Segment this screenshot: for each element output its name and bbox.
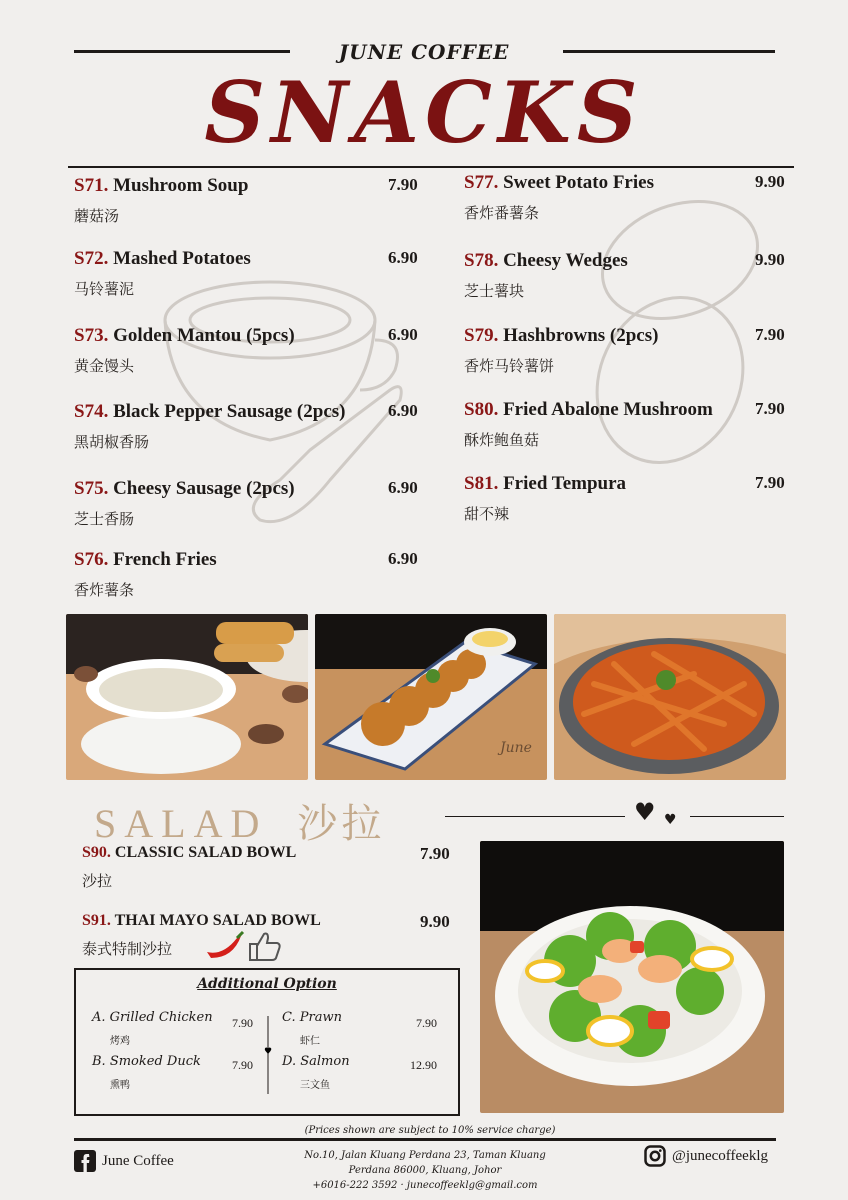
item-price: 6.90 (388, 325, 418, 344)
item-name-zh: 沙拉 (82, 872, 113, 890)
item-title (74, 175, 248, 197)
item-code: S76. (74, 549, 109, 570)
item-code: S91. (82, 912, 111, 929)
chili-icon (203, 930, 245, 964)
item-name-zh: 马铃薯泥 (74, 280, 135, 298)
title-rule (68, 166, 794, 168)
header-rule-right (563, 50, 775, 53)
thumbs-up-icon (248, 930, 282, 966)
item-name: Cheesy Wedges (503, 250, 628, 271)
option-zh: 三文鱼 (300, 1080, 330, 1091)
item-name: THAI MAYO SALAD BOWL (114, 912, 321, 929)
salad-heading (94, 792, 385, 849)
item-price: 7.90 (755, 325, 785, 344)
photo-thai-salad (480, 841, 784, 1113)
item-price: 9.90 (420, 912, 450, 931)
page-title: SNACKS (204, 63, 644, 162)
menu-item (464, 399, 785, 450)
facebook-icon (74, 1150, 96, 1172)
heart-small-icon: ♥ (664, 812, 677, 828)
contact-line: +6016-222 3592 · junecoffeeklg@gmail.com (312, 1180, 538, 1191)
option-zh: 烤鸡 (110, 1036, 130, 1047)
item-title (74, 401, 346, 423)
instagram-icon (644, 1145, 666, 1167)
item-name: Black Pepper Sausage (2pcs) (113, 401, 346, 422)
svg-text:♥: ♥ (264, 1047, 273, 1057)
instagram-link[interactable] (644, 1145, 768, 1167)
menu-item (74, 401, 418, 452)
item-code: S78. (464, 250, 499, 271)
service-charge-note: (Prices shown are subject to 10% service charge) (304, 1125, 556, 1136)
item-price: 9.90 (755, 250, 785, 269)
additional-options-box (74, 968, 460, 1116)
item-name: Sweet Potato Fries (503, 172, 654, 193)
item-title (74, 478, 295, 500)
salad-heading-en: SALAD (94, 801, 268, 846)
item-title (82, 844, 296, 862)
menu-item (74, 325, 418, 376)
item-name-zh: 甜不辣 (464, 505, 510, 523)
item-code: S72. (74, 248, 109, 269)
item-price: 7.90 (755, 399, 785, 418)
item-code: S75. (74, 478, 109, 499)
item-code: S90. (82, 844, 111, 861)
item-name-zh: 蘑菇汤 (74, 207, 120, 225)
menu-item (74, 175, 418, 226)
item-name-zh: 香炸马铃薯饼 (464, 357, 555, 375)
menu-item (464, 250, 785, 301)
item-price: 6.90 (388, 248, 418, 267)
item-name-zh: 香炸薯条 (74, 581, 135, 599)
item-title (464, 172, 654, 194)
item-price: 7.90 (755, 473, 785, 492)
options-divider (262, 1016, 274, 1094)
item-title (82, 912, 321, 930)
menu-item (82, 844, 450, 891)
item-title (74, 549, 217, 571)
item-name-zh: 酥炸鲍鱼菇 (464, 431, 540, 449)
item-title (74, 325, 295, 347)
photo-mushroom-soup (66, 614, 308, 780)
options-title: Additional Option (197, 976, 337, 992)
item-price: 7.90 (420, 844, 450, 863)
item-name-zh: 泰式特制沙拉 (82, 940, 173, 958)
menu-item (464, 473, 785, 524)
item-code: S81. (464, 473, 499, 494)
brand-text: JUNE COFFEE (338, 40, 510, 64)
item-name: Golden Mantou (5pcs) (113, 325, 295, 346)
item-price: 6.90 (388, 401, 418, 420)
salad-heading-zh: 沙拉 (297, 801, 386, 847)
item-name: French Fries (113, 549, 217, 570)
item-title (74, 248, 251, 270)
item-name-zh: 黄金馒头 (74, 357, 135, 375)
item-name: Mushroom Soup (113, 175, 249, 196)
option-price: 7.90 (416, 1016, 437, 1030)
option-name: A. Grilled Chicken (92, 1010, 213, 1025)
footer-rule (74, 1138, 776, 1141)
menu-item (82, 912, 450, 959)
option-price: 12.90 (410, 1058, 437, 1072)
item-code: S74. (74, 401, 109, 422)
item-price: 6.90 (388, 478, 418, 497)
item-code: S71. (74, 175, 109, 196)
salad-rule-left (445, 816, 625, 817)
item-name: Fried Abalone Mushroom (503, 399, 713, 420)
option-price: 7.90 (232, 1016, 253, 1030)
photo-watermark: June (500, 740, 532, 756)
instagram-handle: @junecoffeeklg (672, 1147, 768, 1164)
item-price: 7.90 (388, 175, 418, 194)
option-zh: 虾仁 (300, 1036, 320, 1047)
item-name: Hashbrowns (2pcs) (503, 325, 659, 346)
option-price: 7.90 (232, 1058, 253, 1072)
facebook-name: June Coffee (102, 1152, 174, 1169)
menu-item (464, 325, 785, 376)
item-title (464, 399, 713, 421)
address-line-2: Perdana 86000, Kluang, Johor (348, 1165, 502, 1176)
option-zh: 熏鸭 (110, 1080, 130, 1091)
item-code: S79. (464, 325, 499, 346)
menu-item (74, 248, 418, 299)
brand-name (300, 40, 548, 64)
address (290, 1148, 560, 1193)
item-name-zh: 黑胡椒香肠 (74, 433, 150, 451)
item-name: Fried Tempura (503, 473, 627, 494)
salad-rule-right (690, 816, 784, 817)
item-title (464, 325, 658, 347)
item-price: 6.90 (388, 549, 418, 568)
menu-item (74, 549, 418, 600)
item-title (464, 473, 626, 495)
item-name: CLASSIC SALAD BOWL (114, 844, 297, 861)
item-code: S73. (74, 325, 109, 346)
menu-item (74, 478, 418, 529)
item-title (464, 250, 628, 272)
item-code: S80. (464, 399, 499, 420)
header-rule-left (74, 50, 290, 53)
item-name: Mashed Potatoes (113, 248, 251, 269)
heart-icon: ♥ (634, 798, 656, 826)
item-name-zh: 芝士薯块 (464, 282, 525, 300)
item-name-zh: 芝士香肠 (74, 510, 135, 528)
photo-golden-mantou (315, 614, 547, 780)
menu-item (464, 172, 785, 223)
option-name: B. Smoked Duck (92, 1054, 201, 1069)
item-price: 9.90 (755, 172, 785, 191)
item-name: Cheesy Sausage (2pcs) (113, 478, 295, 499)
facebook-link[interactable] (74, 1150, 174, 1172)
address-line-1: No.10, Jalan Kluang Perdana 23, Taman Kluang (304, 1150, 546, 1161)
item-name-zh: 香炸番薯条 (464, 204, 540, 222)
option-name: D. Salmon (282, 1054, 350, 1069)
photo-sweet-potato-fries (554, 614, 786, 780)
option-name: C. Prawn (282, 1010, 342, 1025)
item-code: S77. (464, 172, 499, 193)
